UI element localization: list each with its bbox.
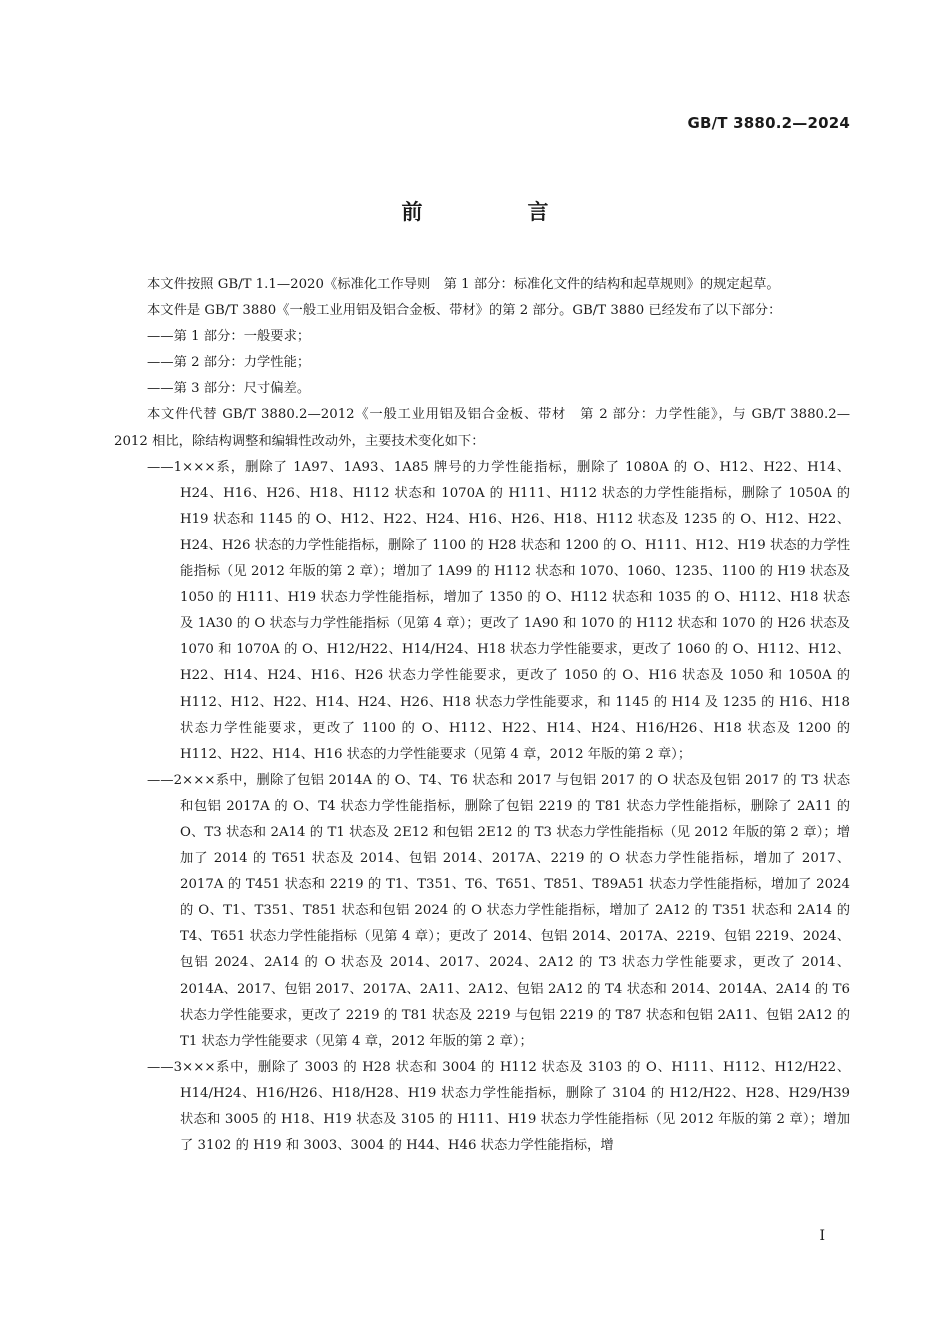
foreword-body	[114, 272, 850, 1159]
page-title: 前 言	[401, 200, 591, 224]
paragraph-drafting-rules: 本文件按照 GB/T 1.1—2020《标准化工作导则 第 1 部分：标准化文件的结构和起草规则》的规定起草。	[147, 277, 780, 292]
standard-code: GB/T 3880.2—2024	[687, 114, 850, 132]
paragraph-series-parts: 本文件是 GB/T 3880《一般工业用铝及铝合金板、带材》的第 2 部分。GB/T 3880 已经发布了以下部分：	[147, 303, 782, 319]
change-item-2xxx: ——2×××系中，删除了包铝 2014A 的 O、T4、T6 状态和 2017 与包铝 2017 的 O 状态及包铝 2017 的 T3 状态和包铝 2017A 的 O、T4 状态力学性能指标，删除了包铝 2219 的 T81 状态力学性能指标，删除了 2A11 的 O、T3 状态和 2A14 的 T1 状态及 2E12 和包铝 2E12 的 T3 状态力学性能指标（见 2012 年版的第 2 章）；增加了 2014 的 T651 状态及 2014、包铝 2014、2017A、2219 的 O 状态力学性能指标，增加了 2017、2017A 的 T451 状态和 2219 的 T1、T351、T6、T651、T851、T89A51 状态力学性能指标，增加了 2024 的 O、T1、T351、T851 状态和包铝 2024 的 O 状态力学性能指标，增加了 2A12 的 T351 状态和 2A14 的 T4、T651 状态力学性能指标（见第 4 章）；更改了 2014、包铝 2014、2017A、2219、包铝 2219、2024、包铝 2024、2A14 的 O 状态及 2014、2017、2024、2A12 的 T3 状态力学性能要求，更改了 2014、2014A、2017、包铝 2017、2017A、2A11、2A12、包铝 2A12 的 T4 状态和 2014、2014A、2A14 的 T6 状态力学性能要求，更改了 2219 的 T81 状态及 2219 与包铝 2219 的 T87 状态和包铝 2A11、包铝 2A12 的 T1 状态力学性能要求（见第 4 章，2012 年版的第 2 章）；	[147, 772, 850, 1049]
list-item-part-2: ——第 2 部分：力学性能；	[147, 355, 311, 371]
change-item-3xxx: ——3×××系中，删除了 3003 的 H28 状态和 3004 的 H112 状态及 3103 的 O、H111、H112、H12/H22、H14/H24、H16/H26、H18/H28、H19 状态力学性能指标，删除了 3104 的 H12/H22、H28、H29/H39 状态和 3005 的 H18、H19 状态及 3105 的 H111、H19 状态力学性能指标（见 2012 年版的第 2 章）；增加了 3102 的 H19 和 3003、3004 的 H44、H46 状态力学性能指标，增	[147, 1059, 850, 1154]
list-item-part-3: ——第 3 部分：尺寸偏差。	[147, 381, 311, 397]
paragraph-replacement: 本文件代替 GB/T 3880.2—2012《一般工业用铝及铝合金板、带材 第 2 部分：力学性能》，与 GB/T 3880.2—2012 相比，除结构调整和编辑性改动外，主要技术变化如下：	[114, 407, 850, 449]
page-number: I	[819, 1228, 825, 1244]
change-item-1xxx: ——1×××系，删除了 1A97、1A93、1A85 牌号的力学性能指标，删除了 1080A 的 O、H12、H22、H14、H24、H16、H26、H18、H112 状态和 1070A 的 H111、H112 状态的力学性能指标，删除了 1050A 的 H19 状态和 1145 的 O、H12、H22、H24、H16、H26、H18、H112 状态及 1235 的 O、H12、H22、H24、H26 状态的力学性能指标，删除了 1100 的 H28 状态和 1200 的 O、H111、H12、H19 状态的力学性能指标（见 2012 年版的第 2 章）；增加了 1A99 的 H112 状态和 1070、1060、1235、1100 的 H19 状态及 1050 的 H111、H19 状态力学性能指标，增加了 1350 的 O、H112 状态和 1035 的 O、H112、H18 状态及 1A30 的 O 状态与力学性能指标（见第 4 章）；更改了 1A90 和 1070 的 H112 状态和 1070 的 H26 状态及 1070 和 1070A 的 O、H12/H22、H14/H24、H18 状态力学性能要求，更改了 1060 的 O、H112、H12、H22、H14、H24、H16、H26 状态力学性能要求，更改了 1050 的 O、H16 状态及 1050 和 1050A 的 H112、H12、H22、H14、H24、H26、H18 状态力学性能要求，和 1145 的 H14 及 1235 的 H16、H18 状态力学性能要求，更改了 1100 的 O、H112、H22、H14、H24、H16/H26、H18 状态及 1200 的 H112、H22、H14、H16 状态的力学性能要求（见第 4 章，2012 年版的第 2 章）；	[147, 459, 850, 762]
list-item-part-1: ——第 1 部分：一般要求；	[147, 329, 311, 345]
